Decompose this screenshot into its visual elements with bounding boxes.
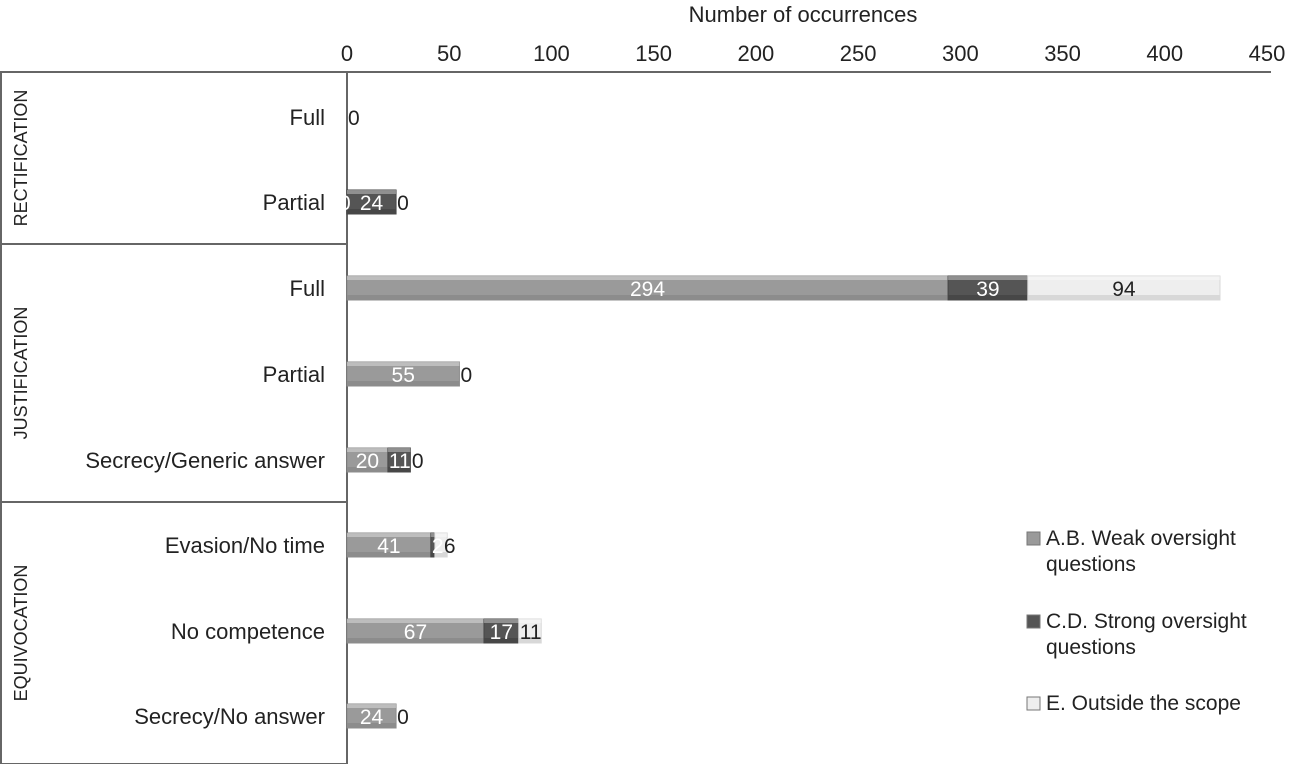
data-label: 0 <box>460 364 473 387</box>
x-axis-title: Number of occurrences <box>688 2 918 27</box>
x-tick-label: 200 <box>737 41 775 66</box>
legend-label: questions <box>1046 636 1136 659</box>
data-label: 94 <box>1112 278 1136 301</box>
category-label: Evasion/No time <box>164 533 325 558</box>
data-label: 67 <box>403 621 428 644</box>
x-tick-label: 50 <box>436 41 462 66</box>
group-label: JUSTIFICATION <box>11 306 31 440</box>
data-label: 24 <box>359 706 384 729</box>
data-label: 24 <box>359 192 384 215</box>
category-label: Full <box>289 105 325 130</box>
data-label: 11 <box>519 621 542 644</box>
data-label: 17 <box>489 621 514 644</box>
category-label: Secrecy/Generic answer <box>85 448 325 473</box>
category-label: Secrecy/No answer <box>134 704 325 729</box>
data-label: 41 <box>377 535 401 558</box>
legend-swatch <box>1027 615 1040 628</box>
data-label: 0 <box>411 450 424 473</box>
data-label: 39 <box>976 278 1000 301</box>
legend-label: A.B. Weak oversight <box>1046 527 1236 550</box>
data-label: 0 <box>397 706 409 729</box>
legend-swatch <box>1027 532 1040 545</box>
group-label: RECTIFICATION <box>11 89 31 227</box>
category-label: Partial <box>262 362 325 387</box>
x-tick-label: 250 <box>839 41 877 66</box>
x-tick-label: 300 <box>941 41 979 66</box>
group-frame-layer <box>0 72 347 764</box>
legend-label: E. Outside the scope <box>1046 692 1241 715</box>
x-tick-label: 350 <box>1044 41 1081 66</box>
data-label: 55 <box>391 364 415 387</box>
data-label: 0 <box>339 192 351 215</box>
data-label: 294 <box>630 278 666 301</box>
data-label: 11 <box>388 450 411 473</box>
group-label: EQUIVOCATION <box>11 564 31 702</box>
category-label: No competence <box>170 619 325 644</box>
x-tick-label: 450 <box>1248 41 1286 66</box>
x-tick-label: 400 <box>1146 41 1184 66</box>
x-tick-label: 100 <box>533 41 570 66</box>
legend-label: questions <box>1046 553 1136 576</box>
legend <box>1027 527 1247 715</box>
legend-swatch <box>1027 697 1040 710</box>
category-label: Partial <box>262 190 325 215</box>
data-label: 0 <box>348 107 360 130</box>
data-label: 0 <box>397 192 409 215</box>
x-tick-label: 150 <box>635 41 673 66</box>
category-label: Full <box>289 276 325 301</box>
data-label: 2 <box>431 535 444 558</box>
data-label: 6 <box>443 535 456 558</box>
legend-label: C.D. Strong oversight <box>1046 610 1247 633</box>
x-tick-label: 0 <box>340 41 354 66</box>
data-label: 20 <box>355 450 380 473</box>
